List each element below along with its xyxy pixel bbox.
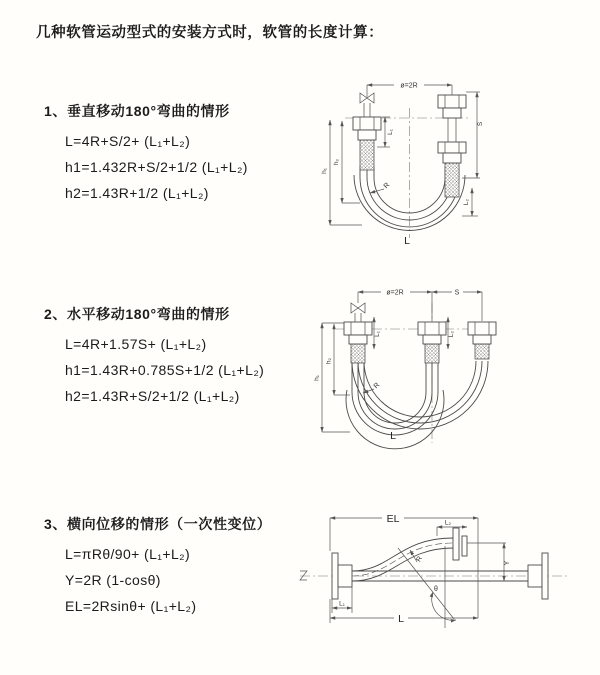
section-horizontal-180 [44, 304, 264, 414]
dim-label-l2: L₂ [463, 198, 470, 206]
section-lateral-displacement [44, 514, 271, 624]
construction-lines [398, 546, 456, 628]
dim-label-s: S [454, 289, 460, 297]
dim-label-s: S [477, 121, 484, 127]
dim-label-l1: L₁ [339, 600, 345, 608]
dim-label-l: L [398, 613, 404, 625]
dim-label-l1: L₁ [374, 331, 381, 337]
left-flange [332, 553, 352, 599]
dimension-lines [330, 513, 511, 625]
diagram-vertical-180-bend [306, 66, 581, 266]
dim-label-theta: θ [434, 586, 438, 593]
left-fitting [344, 292, 372, 344]
dim-label-radius: R [415, 555, 424, 564]
formula-line: h2=1.43R+S/2+1/2 (L₁+L₂) [65, 388, 240, 404]
dim-label-radius: R [382, 181, 392, 191]
dim-label-l2: L₂ [448, 330, 455, 338]
dim-label-l1: L₁ [387, 129, 394, 135]
formula-line: L=4R+S/2+ (L₁+L₂) [65, 133, 191, 149]
section-3-heading: 3、横向位移的情形（一次性变位） [44, 516, 272, 532]
top-flange [453, 528, 506, 560]
braid-sections [351, 344, 489, 363]
right-flange [528, 553, 548, 599]
section-vertical-180 [44, 101, 248, 211]
left-fitting [353, 85, 381, 140]
page-title: 几种软管运动型式的安装方式时，软管的长度计算： [36, 25, 384, 41]
formula-line: L=4R+1.57S+ (L₁+L₂) [65, 336, 207, 352]
valve-icon [351, 303, 365, 313]
dim-label-length: L [390, 430, 396, 442]
section-1-heading: 1、垂直移动180°弯曲的情形 [44, 103, 230, 119]
formula-line: h1=1.432R+S/2+1/2 (L₁+L₂) [65, 159, 248, 175]
dim-label-radius: R [372, 381, 382, 391]
dim-label-el: EL [386, 513, 400, 525]
diagram-horizontal-180-bend [306, 281, 591, 453]
dim-label-l2: L₂ [444, 519, 452, 527]
dim-label-h2: h₂ [325, 357, 333, 365]
formula-line: EL=2Rsinθ+ (L₁+L₂) [65, 598, 197, 614]
dim-label-diameter: ø=2R [386, 289, 404, 297]
dim-label-h2: h₂ [333, 158, 340, 166]
dim-label-y: Y [504, 560, 511, 566]
dim-label-h1: h₁ [321, 168, 328, 174]
formula-line: L=πRθ/90+ (L₁+L₂) [65, 546, 191, 562]
formula-line: h1=1.43R+0.785S+1/2 (L₁+L₂) [65, 362, 265, 378]
right-fitting [438, 85, 466, 163]
right-fitting [468, 292, 496, 344]
dim-label-length: L [404, 235, 410, 247]
diagram-lateral-displacement [296, 496, 600, 646]
formula-line: Y=2R (1-cosθ) [65, 572, 161, 588]
section-2-heading: 2、水平移动180°弯曲的情形 [44, 306, 230, 322]
middle-fitting [418, 292, 446, 344]
formula-line: h2=1.43R+1/2 (L₁+L₂) [65, 185, 209, 201]
break-mark [300, 571, 307, 580]
hose-s-curve [352, 538, 453, 581]
dim-label-diameter: ø=2R [400, 82, 418, 90]
dim-label-h1: h₁ [313, 375, 321, 381]
